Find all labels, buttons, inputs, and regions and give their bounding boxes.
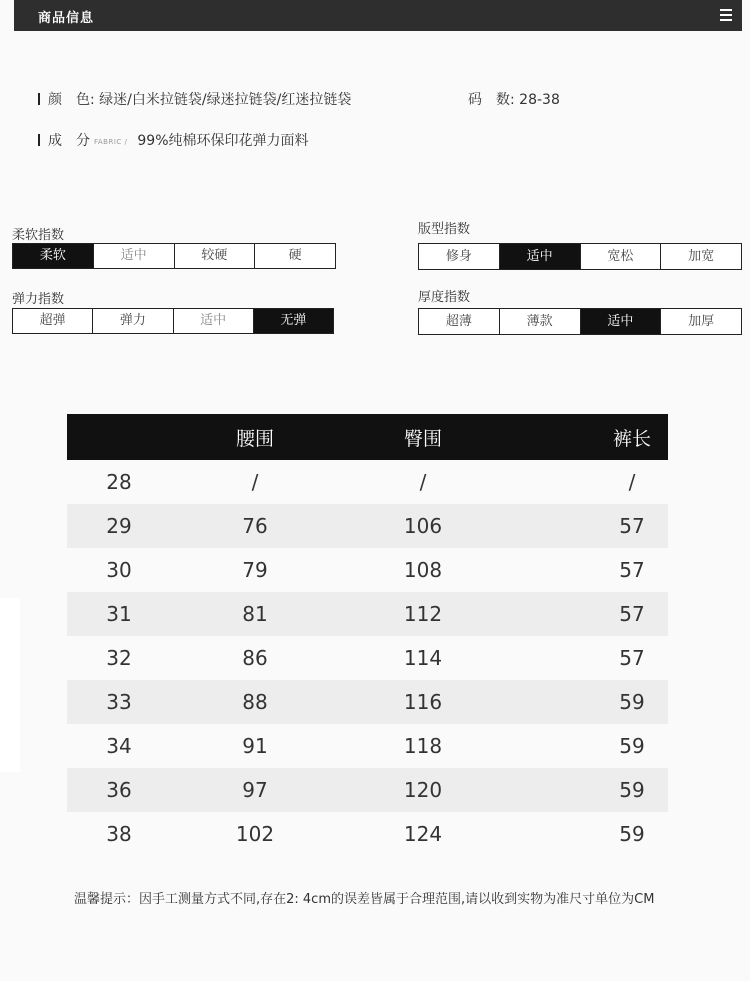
table-row — [67, 548, 668, 592]
length-cell: 59 — [619, 822, 645, 846]
table-body — [67, 460, 668, 856]
table-row — [67, 460, 668, 504]
hip-cell: / — [419, 470, 427, 494]
fit-options — [418, 243, 742, 270]
material-label: 成 分 — [48, 133, 90, 149]
size-range-row — [468, 89, 560, 109]
length-cell: 57 — [619, 514, 645, 538]
size-cell: 33 — [106, 690, 132, 714]
hip-cell: 114 — [403, 646, 443, 670]
thickness-options — [418, 308, 742, 335]
length-cell: 59 — [619, 734, 645, 758]
waist-cell: / — [251, 470, 259, 494]
fit-option: 适中 — [500, 244, 581, 269]
section-header — [14, 0, 742, 31]
table-header — [67, 414, 668, 460]
color-label: 颜 色: — [48, 92, 95, 108]
material-row — [38, 130, 309, 150]
size-cell: 30 — [106, 558, 132, 582]
thickness-option: 薄款 — [500, 309, 581, 334]
hip-cell: 124 — [403, 822, 443, 846]
table-row — [67, 636, 668, 680]
material-value: 99%纯棉环保印花弹力面料 — [137, 133, 309, 149]
table-row — [67, 812, 668, 856]
thickness-option: 超薄 — [419, 309, 500, 334]
waist-cell: 102 — [235, 822, 275, 846]
softness-option: 较硬 — [175, 244, 256, 268]
header-cell-length: 裤长 — [612, 427, 651, 450]
size-table — [67, 414, 668, 856]
table-row — [67, 724, 668, 768]
waist-cell: 81 — [242, 602, 268, 626]
length-cell: 57 — [619, 602, 645, 626]
bullet-bar — [38, 93, 40, 105]
section-title: 商品信息 — [38, 11, 95, 26]
size-cell: 29 — [106, 514, 132, 538]
softness-option: 适中 — [94, 244, 175, 268]
fit-option: 修身 — [419, 244, 500, 269]
hip-cell: 112 — [403, 602, 443, 626]
fit-option: 加宽 — [661, 244, 741, 269]
hip-cell: 118 — [403, 734, 443, 758]
waist-cell: 88 — [242, 690, 268, 714]
softness-label: 柔软指数 — [12, 228, 65, 243]
measurement-note: 温馨提示：因手工测量方式不同,存在2: 4cm的误差皆属于合理范围,请以收到实物为准尺寸单位为CM — [74, 892, 655, 907]
softness-option: 柔软 — [13, 244, 94, 268]
size-cell: 32 — [106, 646, 132, 670]
menu-icon[interactable] — [720, 9, 732, 21]
table-row — [67, 680, 668, 724]
stretch-scale — [12, 288, 334, 334]
size-label: 码 数: — [468, 92, 515, 108]
length-cell: 57 — [619, 558, 645, 582]
fit-label: 版型指数 — [418, 222, 471, 237]
fit-option: 宽松 — [581, 244, 662, 269]
material-label-en: FABRIC / — [94, 138, 128, 146]
softness-option: 硬 — [255, 244, 335, 268]
hip-cell: 116 — [403, 690, 443, 714]
softness-scale — [12, 224, 336, 270]
stretch-option: 弹力 — [93, 309, 173, 333]
table-row — [67, 768, 668, 812]
color-row — [38, 89, 351, 109]
thickness-option: 适中 — [581, 309, 662, 334]
size-cell: 28 — [106, 470, 132, 494]
bullet-bar — [38, 134, 40, 146]
size-cell: 38 — [106, 822, 132, 846]
header-cell-waist: 腰围 — [235, 427, 274, 450]
softness-options — [12, 243, 336, 269]
thickness-label: 厚度指数 — [418, 290, 471, 305]
length-cell: 57 — [619, 646, 645, 670]
table-row — [67, 592, 668, 636]
waist-cell: 79 — [242, 558, 268, 582]
stretch-option: 适中 — [174, 309, 254, 333]
thickness-scale — [418, 286, 742, 335]
waist-cell: 97 — [242, 778, 268, 802]
fit-scale — [418, 218, 742, 270]
hip-cell: 120 — [403, 778, 443, 802]
hip-cell: 106 — [403, 514, 443, 538]
color-value: 绿迷/白米拉链袋/绿迷拉链袋/红迷拉链袋 — [99, 92, 352, 108]
length-cell: 59 — [619, 690, 645, 714]
stretch-options — [12, 308, 334, 334]
table-row — [67, 504, 668, 548]
stretch-label: 弹力指数 — [12, 292, 65, 307]
size-cell: 34 — [106, 734, 132, 758]
decorative-strip — [0, 598, 20, 772]
waist-cell: 76 — [242, 514, 268, 538]
size-cell: 31 — [106, 602, 132, 626]
hip-cell: 108 — [403, 558, 443, 582]
stretch-option: 超弹 — [13, 309, 93, 333]
thickness-option: 加厚 — [661, 309, 741, 334]
length-cell: 59 — [619, 778, 645, 802]
waist-cell: 86 — [242, 646, 268, 670]
size-value: 28-38 — [519, 92, 560, 108]
length-cell: / — [628, 470, 636, 494]
size-cell: 36 — [106, 778, 132, 802]
stretch-option: 无弹 — [254, 309, 333, 333]
waist-cell: 91 — [242, 734, 268, 758]
header-cell-hip: 臀围 — [403, 427, 442, 450]
